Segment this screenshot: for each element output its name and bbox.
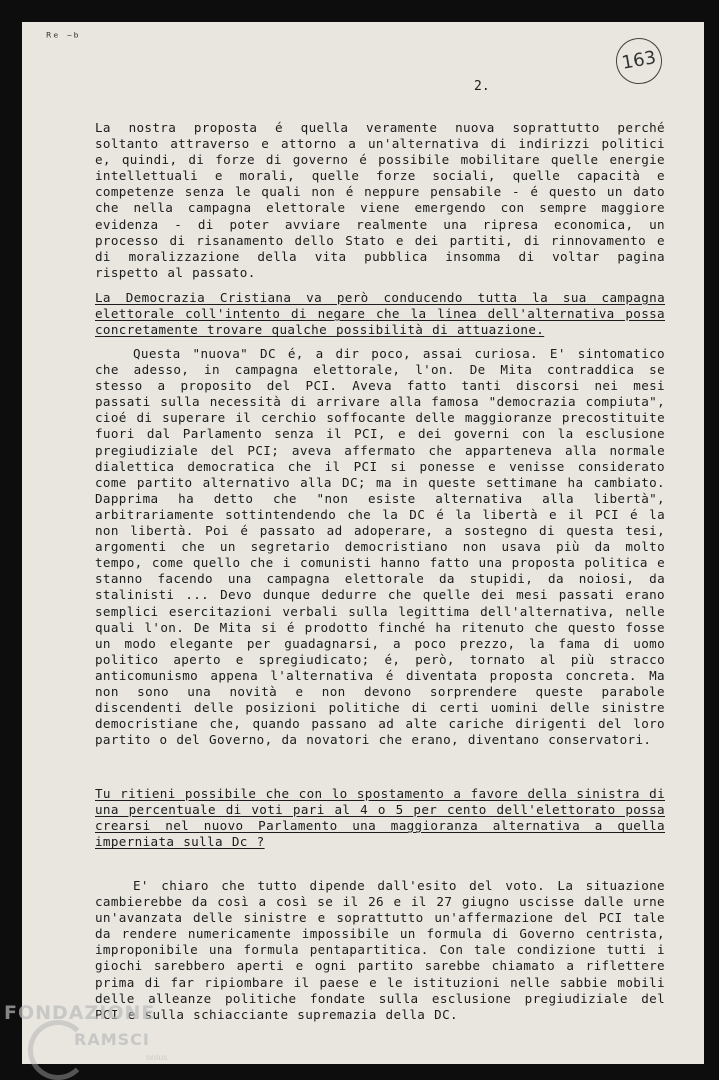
question-text: La Democrazia Cristiana va però conducendo tutta la sua campagna elettorale coll'intento di negare che la linea dell'alternativa possa concretamente trovare qualche possibilità di attuazione. [95, 290, 665, 338]
logo-text-line1: FONDAZIONE [4, 1002, 156, 1024]
answer-paragraph-2 [95, 346, 665, 748]
answer-paragraph-1 [95, 120, 665, 281]
logo-text-line3: onlus [146, 1053, 168, 1062]
document-page [22, 22, 704, 1064]
archive-number-stamp: 163 [612, 34, 665, 87]
interview-question-1 [95, 290, 665, 338]
paragraph-text: Questa "nuova" DC é, a dir poco, assai curiosa. E' sintomatico che adesso, in campagna elettorale, l'on. De Mita contraddica se stesso a proposito del PCI. Aveva fatto tanti discorsi nei mesi passati sulla necessità di arrivare alla famosa "democrazia compiuta", cioé di superare il cerchio soffocante delle maggioranze precostituite fuori dal Parlamento senza il PCI, e dei governi con la esclusione pregiudiziale del PCI; aveva affermato che apparteneva alla normale dialettica democratica che il PCI si ponesse e venisse considerato come partito alternativo alla DC; ma in queste settimane ha cambiato. Dapprima ha detto che "non esiste alternativa alla libertà", arbitrariamente sottintendendo che la DC é la libertà e il PCI é la non libertà. Poi é passato ad adoperare, a sostegno di questa tesi, argomenti che un segretario democristiano non usava più da molto tempo, come quello che i comunisti hanno fatto una proposta politica e stanno facendo una campagna elettorale da stupidi, da noiosi, da stalinisti ... Devo dunque dedurre che quelle dei mesi passati erano semplici esercitazioni verbali sulla legittima dell'alternativa, nelle quali l'on. De Mita si é prodotto finché ha ritenuto che questo fosse un modo elegante per guadagnarsi, a poco prezzo, la fama di uomo politico aperto e spregiudicato; é, però, tornato al più stracco anticomunismo appena l'alternativa é diventata proposta concreta. Ma non sono una novità e non devono sorprendere queste parabole discendenti delle posizioni politiche di certi uomini delle sinistre democristiane che, quando passano ad alte cariche dirigenti del loro partito o del Governo, da novatori che erano, diventano conservatori. [95, 346, 665, 748]
question-text: Tu ritieni possibile che con lo spostamento a favore della sinistra di una percentuale di voti pari al 4 o 5 per cento dell'elettorato possa crearsi nel nuovo Parlamento una maggioranza alternativa a quella imperniata sulla Dc ? [95, 786, 665, 850]
fondazione-gramsci-watermark-logo [4, 1000, 204, 1080]
paragraph-text: E' chiaro che tutto dipende dall'esito del voto. La situazione cambierebbe da così a così se il 26 e il 27 giugno uscisse dalle urne un'avanzata delle sinistre e soprattutto un'affermazione del PCI tale da rendere numericamente impossibile un formula di Governo centrista, improponibile una formula pentapartitica. Con tale condizione tutti i giochi sarebbero aperti e ogni partito sarebbe chiamato a riflettere prima di far ripiombare il paese e le istituzioni nelle sabbie mobili delle alleanze politiche fondate sulla esclusione pregiudiziale del PCI e sulla schiacciante supremazia della DC. [95, 878, 665, 1022]
logo-text-line2: RAMSCI [74, 1030, 150, 1049]
interview-question-2 [95, 786, 665, 850]
paragraph-text: La nostra proposta é quella veramente nuova soprattutto perché soltanto attraverso e attorno a un'alternativa di indirizzi politici e, quindi, di forze di governo é possibile mobilitare quelle energie intellettuali e morali, quelle forze sociali, quelle capacità e competenze senza le quali non é neppure pensabile - é questo un dato che nella campagna elettorale viene emergendo con sempre maggiore evidenza - di poter avviare realmente una ripresa economica, un processo di risanamento dello Stato e dei partiti, di rinnovamento e di moralizzazione della vita pubblica insomma di voltar pagina rispetto al passato. [95, 120, 665, 280]
logo-ring-icon [28, 1020, 88, 1080]
corner-mark: ᴿᵉ ⁻ᵇ [45, 31, 80, 46]
page-number: 2. [474, 79, 490, 94]
